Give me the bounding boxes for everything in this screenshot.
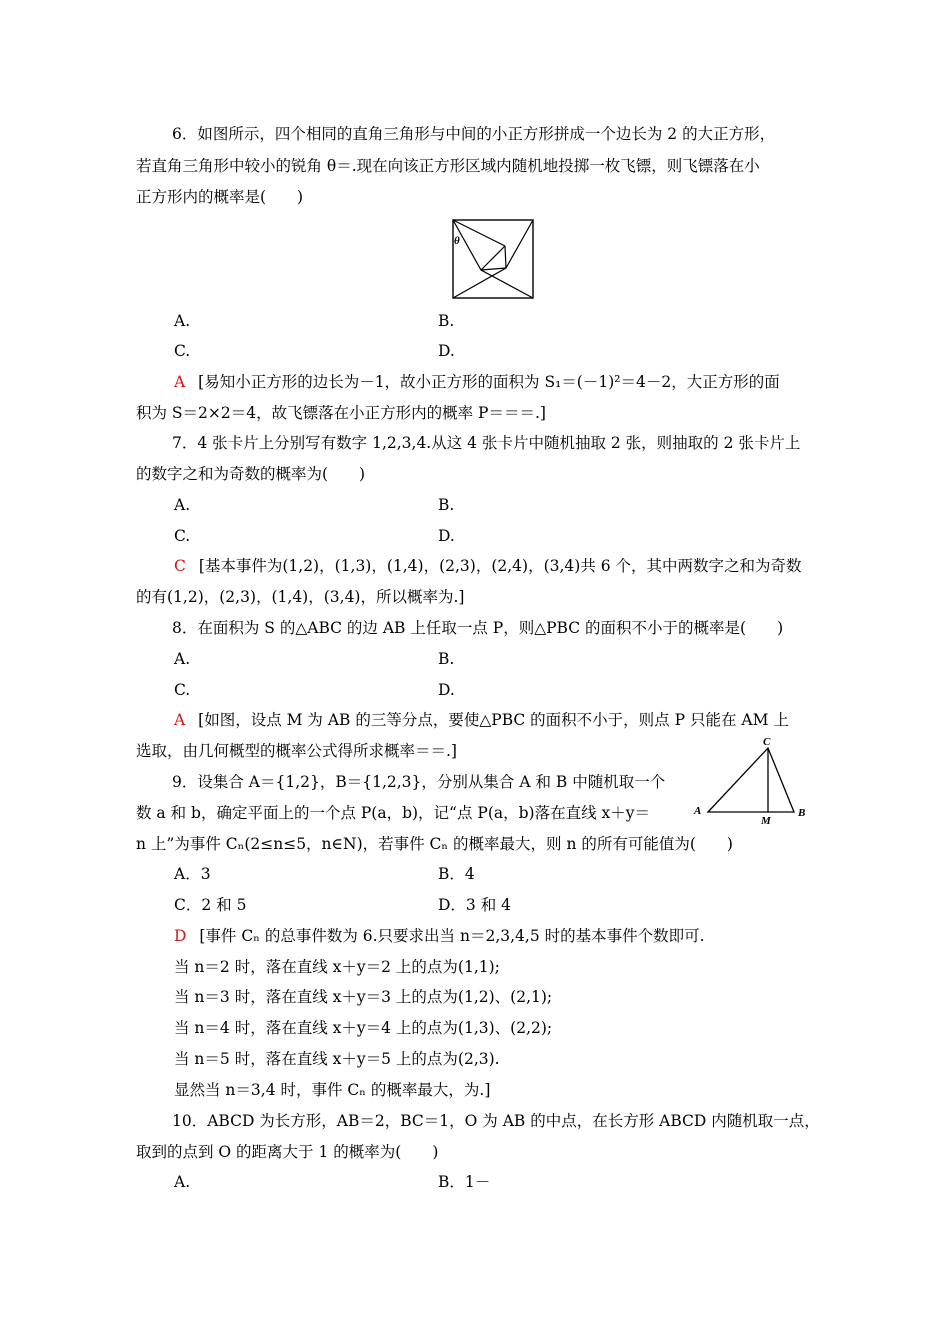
q9-stem-line3: n 上”为事件 Cₙ(2≤n≤5，n∈N)，若事件 Cₙ 的概率最大，则 n 的所有可能值为( ) (136, 835, 733, 853)
q6-option-b: B. (438, 312, 455, 330)
q8-triangle-figure (690, 734, 814, 826)
q9-answer-text: [事件 Cₙ 的总事件数为 6.只要求出当 n＝2,3,4,5 时的基本事件个数即可. (199, 927, 705, 945)
q6-option-c: C. (174, 342, 191, 360)
q9-option-d: D．3 和 4 (438, 896, 512, 914)
q6-stem-line3: 正方形内的概率是( ) (136, 188, 304, 206)
q9-answer-line1 (174, 926, 705, 946)
q7-option-d: D. (438, 527, 455, 545)
q6-theta-label: θ (454, 235, 460, 247)
q6-option-d: D. (438, 342, 455, 360)
q9-stem-line1: 9．设集合 A＝{1,2}，B＝{1,2,3}，分别从集合 A 和 B 中随机取一个 (172, 773, 666, 791)
q7-answer-line2: 的有(1,2)，(2,3)，(1,4)，(3,4)，所以概率为.] (136, 588, 465, 606)
q8-label-b: B (798, 807, 806, 819)
q10-stem-line1: 10．ABCD 为长方形，AB＝2，BC＝1，O 为 AB 的中点，在长方形 ABCD 内随机取一点， (172, 1112, 820, 1130)
q8-option-a: A. (174, 650, 191, 668)
q9-option-a: A．3 (174, 865, 211, 883)
q8-answer-line1 (174, 710, 789, 730)
q6-answer-letter: A (174, 373, 186, 391)
q9-answer-line6: 显然当 n＝3,4 时，事件 Cₙ 的概率最大，为.] (174, 1081, 491, 1099)
q8-option-c: C. (174, 681, 191, 699)
q6-answer-line1 (174, 372, 780, 392)
q7-answer-letter: C (174, 557, 186, 575)
q6-answer-line2: 积为 S＝2×2＝4，故飞镖落在小正方形内的概率 P＝＝＝.] (136, 404, 546, 422)
q7-option-b: B. (438, 496, 455, 514)
q8-label-m: M (761, 815, 771, 826)
q6-square-figure (450, 218, 536, 300)
q7-stem-line1: 7．4 张卡片上分别写有数字 1,2,3,4.从这 4 张卡片中随机抽取 2 张，则抽取的 2 张卡片上 (172, 434, 801, 452)
q10-option-b: B．1－ (438, 1173, 491, 1191)
q6-answer-text: [易知小正方形的边长为－1，故小正方形的面积为 S₁＝(－1)²＝4－2，大正方形的面 (198, 373, 780, 391)
q8-option-b: B. (438, 650, 455, 668)
q9-option-b: B．4 (438, 865, 475, 883)
q6-stem-line2: 若直角三角形中较小的锐角 θ＝.现在向该正方形区域内随机地投掷一枚飞镖，则飞镖落在小 (136, 157, 760, 175)
q8-label-a: A (694, 805, 702, 817)
q7-answer-line1 (174, 556, 802, 576)
q7-option-a: A. (174, 496, 191, 514)
q9-answer-line4: 当 n＝4 时，落在直线 x＋y＝4 上的点为(1,3)、(2,2); (174, 1019, 553, 1037)
q9-stem-line2: 数 a 和 b，确定平面上的一个点 P(a，b)，记“点 P(a，b)落在直线 x＋y＝ (136, 804, 651, 822)
q7-stem-line2: 的数字之和为奇数的概率为( ) (136, 465, 366, 483)
q8-answer-letter: A (174, 711, 186, 729)
q7-option-c: C. (174, 527, 191, 545)
q6-option-a: A. (174, 312, 191, 330)
q9-answer-line5: 当 n＝5 时，落在直线 x＋y＝5 上的点为(2,3). (174, 1050, 500, 1068)
q8-stem-line1: 8．在面积为 S 的△ABC 的边 AB 上任取一点 P，则△PBC 的面积不小于的概率是( ) (172, 619, 784, 637)
q8-label-c: C (763, 736, 771, 748)
q7-answer-text: [基本事件为(1,2)，(1,3)，(1,4)，(2,3)，(2,4)，(3,4)共 6 个，其中两数字之和为奇数 (198, 557, 802, 575)
q9-answer-line3: 当 n＝3 时，落在直线 x＋y＝3 上的点为(1,2)、(2,1); (174, 988, 553, 1006)
q10-option-a: A. (174, 1173, 191, 1191)
q8-answer-text: [如图，设点 M 为 AB 的三等分点，要使△PBC 的面积不小于，则点 P 只能在 AM 上 (198, 711, 789, 729)
q9-answer-letter: D (174, 927, 187, 945)
q9-answer-line2: 当 n＝2 时，落在直线 x＋y＝2 上的点为(1,1); (174, 958, 500, 976)
q6-stem-line1: 6．如图所示，四个相同的直角三角形与中间的小正方形拼成一个边长为 2 的大正方形， (172, 125, 776, 143)
q8-answer-line2: 选取，由几何概型的概率公式得所求概率＝＝.] (136, 742, 457, 760)
q9-option-c: C．2 和 5 (174, 896, 247, 914)
q10-stem-line2: 取到的点到 O 的距离大于 1 的概率为( ) (136, 1143, 439, 1161)
q8-option-d: D. (438, 681, 455, 699)
